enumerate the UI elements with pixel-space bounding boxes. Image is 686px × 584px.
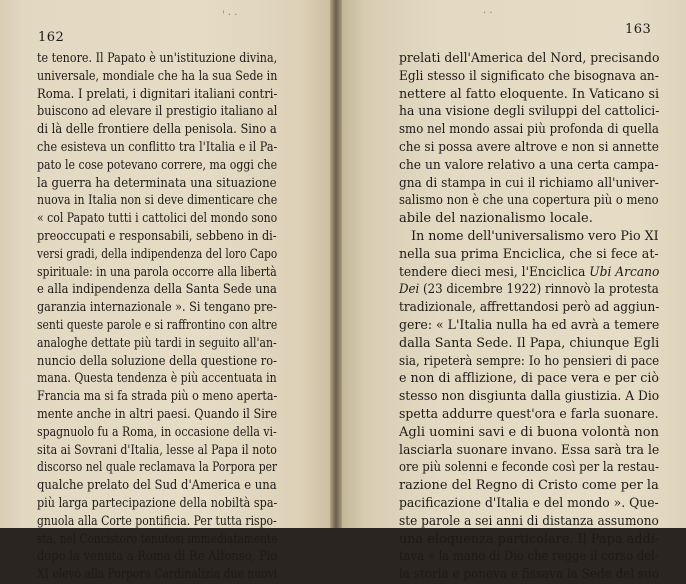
text-line: discorso nel quale reclamava la Porpora per — [37, 460, 278, 476]
ink-speck: ' · · — [222, 10, 238, 21]
text-line: garanzia internazionale ». Si tengano pre- — [37, 300, 277, 316]
text-line: più larga partecipazione della nobiltà spa- — [37, 495, 278, 511]
text-line: e alla indipendenza della Santa Sede una — [37, 282, 277, 298]
text-line: XI elevò alla Porpora Cardinalizia due nuovi — [37, 567, 278, 583]
text-line: spirituale: in una parola occorre alla libertà — [37, 264, 277, 280]
text-line: smo nel mondo assai più profonda di quella — [399, 122, 659, 138]
text-line: nella sua prima Enciclica, che si fece at- — [399, 246, 659, 262]
text-line: nettere al fatto eloquente. In Vaticano si — [399, 86, 660, 102]
text-line: Dei (23 dicembre 1922) rinnovò la protesta — [399, 282, 659, 298]
left-page — [0, 0, 334, 583]
text-line: « col Papato tutti i cattolici del mondo sono — [37, 211, 278, 227]
text-line: dalla Santa Sede. Il Papa, chiunque Egli — [399, 335, 660, 351]
text-line: lasciarla suonare invano. Essa sarà tra le — [399, 442, 660, 458]
text-line: te tenore. Il Papato è un'istituzione divina, — [37, 51, 278, 66]
text-line: nuova in Italia non si deve dimenticare che — [37, 193, 278, 209]
text-line: mana. Questa tendenza è più accentuata in — [37, 371, 277, 387]
text-line: una eloquenza particolare. Il Papa addi- — [399, 531, 660, 547]
text-line: e non di afflizione, di pace vera e per ciò — [399, 371, 659, 387]
text-line: spagnuolo fu a Roma, in occasione della vi- — [37, 424, 277, 440]
left-page-text — [37, 50, 277, 584]
text-line: Roma. I prelati, i dignitari italiani contri- — [37, 86, 278, 102]
text-line: Agli uomini savi e di buona volontà non — [399, 424, 659, 440]
text-line: buiscono ad elevare il prestigio italiano al — [37, 104, 278, 120]
text-line: nuncio della soluzione della questione ro- — [37, 353, 277, 369]
text-line: che un valore relativo a una certa campa- — [399, 157, 659, 173]
page-number-left: 162 — [38, 30, 65, 45]
text-line: tradizionale, affrettandosi però ad aggiun- — [399, 300, 660, 316]
text-line: dopo la venuta a Roma di Re Alfonso, Pio — [37, 549, 278, 565]
text-line: stesso non disgiunta dalla giustizia. A Dio — [399, 389, 660, 405]
right-page-text — [399, 50, 659, 584]
text-line: pacificazione d'Italia e del mondo ». Que- — [399, 495, 659, 511]
text-line: ore più solenni e feconde così per la restau- — [399, 460, 659, 476]
text-line: Francia ma si fa strada più o meno aperta- — [37, 389, 278, 405]
text-line: senti queste parole e si raffrontino con altre — [37, 317, 278, 333]
book-gutter — [330, 0, 342, 528]
text-line: qualche prelato del Sud d'America e una — [37, 478, 277, 494]
text-line: analoghe dettate più tardi in seguito all'an- — [37, 335, 277, 351]
text-line: la guerra ha determinata una situazione — [37, 175, 277, 191]
text-line: abile del nazionalismo locale. — [399, 211, 593, 227]
text-line: salismo non è che una copertura più o meno — [399, 193, 659, 209]
right-page — [338, 0, 686, 583]
text-line: preoccupati e responsabili, sebbeno in di- — [37, 228, 277, 244]
text-line: spetta addurre quest'ora e farla suonare. — [399, 406, 659, 422]
text-line: che si possa avere altrove e non si annette — [399, 139, 659, 155]
page-number-right: 163 — [625, 22, 652, 37]
text-line: gere: « L'Italia nulla ha ed avrà a temere — [399, 317, 660, 333]
text-line: tava « la mano di Dio che regge il corso del- — [399, 549, 659, 565]
text-line: In nome dell'universalismo vero Pio XI — [399, 228, 659, 244]
text-line: Egli stesso il significato che bisognava an- — [399, 68, 659, 84]
text-line: ste parole a sei anni di distanza assumono — [399, 513, 659, 529]
text-line: sia, ripeterà sempre: Io ho pensieri di pace — [399, 353, 660, 369]
text-line: prelati dell'America del Nord, precisando — [399, 51, 660, 66]
text-line: tendere dieci mesi, l'Enciclica Ubi Arcano — [399, 264, 660, 280]
ink-speck: · · — [483, 8, 493, 19]
text-line: di là delle frontiere della penisola. Sino a — [37, 122, 277, 138]
text-line: sta, nel Concistoro tenutosi immediatamente — [37, 531, 278, 547]
text-line: universale, mondiale che ha la sua Sede in — [37, 68, 278, 84]
text-line: che esisteva un conflitto tra l'Italia e il Pa- — [37, 139, 278, 155]
text-line: mente anche in altri paesi. Quando il Sire — [37, 406, 278, 422]
text-line: versi gradi, della indipendenza del loro Capo — [37, 246, 278, 262]
text-line: la storia e poneva e fissava la Sede del suo — [399, 567, 660, 583]
text-line: sita ai Sovrani d'Italia, lesse al Papa il noto — [37, 442, 277, 458]
text-line: razione del Regno di Cristo come per la — [399, 478, 659, 494]
text-line: pato le cose potevano correre, ma oggi che — [37, 157, 278, 173]
text-line: gnuola alla Corte pontificia. Per tutta rispo- — [37, 513, 277, 529]
text-line: ha una visione degli sviluppi del cattolici- — [399, 104, 660, 120]
text-line: gna di stampa in cui il richiamo all'univer- — [399, 175, 659, 191]
